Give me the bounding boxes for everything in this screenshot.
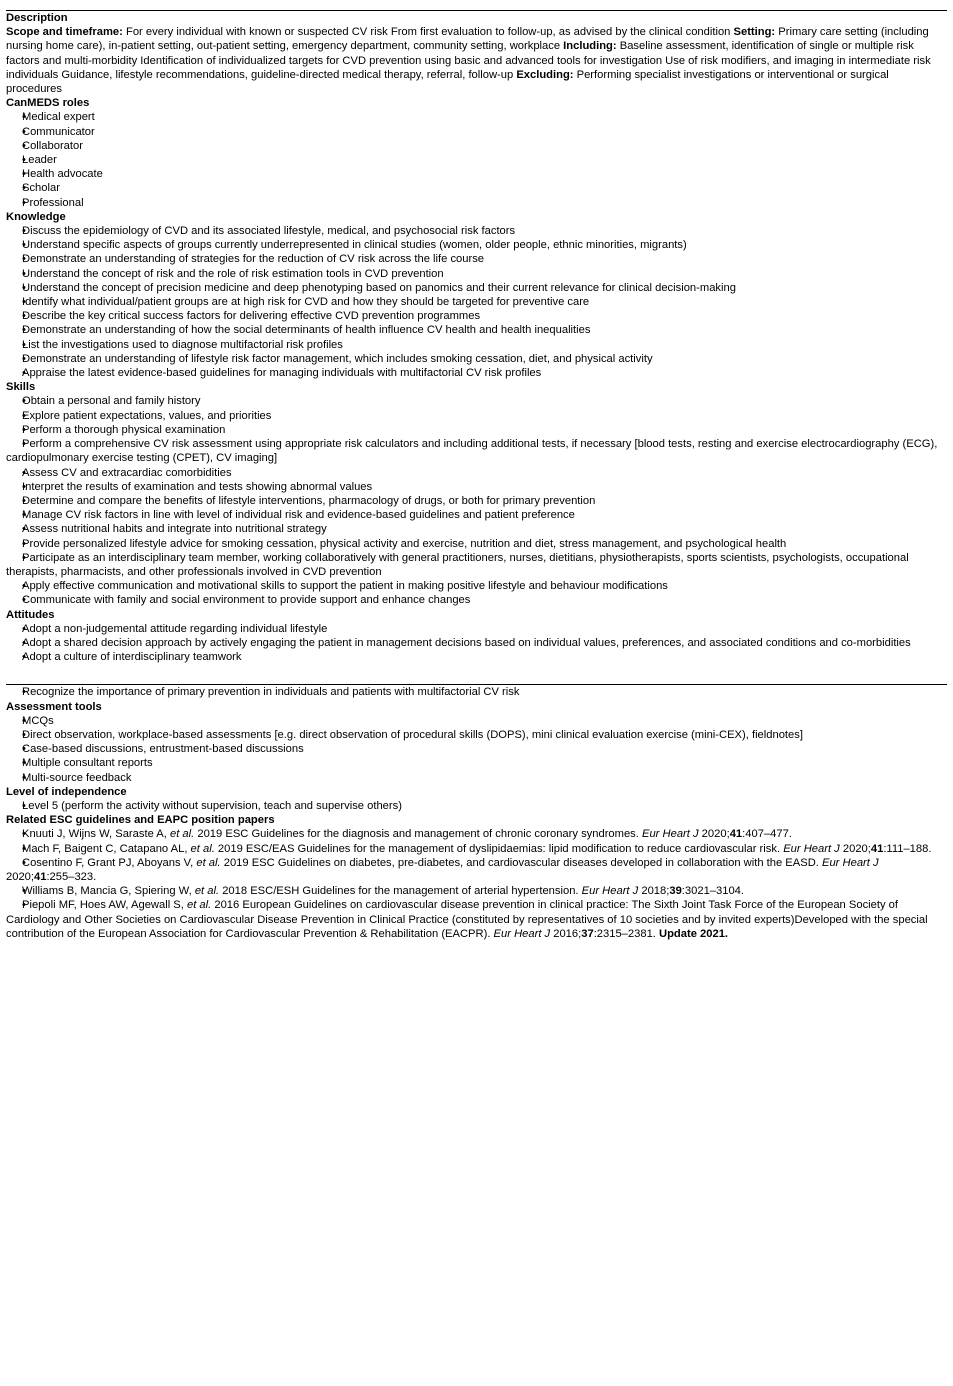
reference-etal: et al.: [194, 885, 220, 898]
list-item: • Assess CV and extracardiac comorbidities: [6, 466, 947, 480]
reference-item: [6, 842, 947, 856]
attitudes-list: [6, 622, 947, 665]
list-item: • Identify what individual/patient groups are at high risk for CVD and how they should be targeted for preventive care: [6, 295, 947, 309]
document-body: [6, 10, 947, 941]
list-item: • Recognize the importance of primary prevention in individuals and patients with multifactorial CV risk: [6, 685, 947, 699]
reference-year: 2020;: [6, 870, 34, 883]
reference-authors: Williams B, Mancia G, Spiering W,: [22, 885, 195, 898]
list-item: • Understand the concept of precision medicine and deep phenotyping based on panomics and their current relevance for clinical decision-making: [6, 281, 947, 295]
reference-journal: Eur Heart J: [642, 828, 699, 841]
list-item: • Demonstrate an understanding of how the social determinants of health influence CV health and health inequalities: [6, 323, 947, 337]
list-item: • Adopt a non-judgemental attitude regarding individual lifestyle: [6, 622, 947, 636]
reference-pages: :3021–3104.: [681, 885, 745, 898]
list-item: • Understand specific aspects of groups currently underrepresented in clinical studies (women, older people, ethnic minorities, migrants): [6, 238, 947, 252]
list-item: • Provide personalized lifestyle advice for smoking cessation, physical activity and exercise, nutrition and diet, stress management, and psychological health: [6, 537, 947, 551]
setting-label: Setting:: [733, 26, 776, 39]
list-item: • MCQs: [6, 714, 947, 728]
list-item: • Appraise the latest evidence-based guidelines for managing individuals with multifactorial CV risk profiles: [6, 366, 947, 380]
list-item: • Interpret the results of examination and tests showing abnormal values: [6, 480, 947, 494]
list-item: • List the investigations used to diagnose multifactorial risk profiles: [6, 338, 947, 352]
list-item: • Determine and compare the benefits of lifestyle interventions, pharmacology of drugs, or both for primary prevention: [6, 494, 947, 508]
list-item: • Manage CV risk factors in line with level of individual risk and evidence-based guidelines and patient preference: [6, 508, 947, 522]
list-item: • Discuss the epidemiology of CVD and its associated lifestyle, medical, and psychosocial risk factors: [6, 224, 947, 238]
reference-authors: Knuuti J, Wijns W, Saraste A,: [22, 828, 170, 841]
scope-text: For every individual with known or suspected CV risk From first evaluation to follow-up, as advised by the clinical condition: [122, 26, 734, 39]
reference-etal: et al.: [190, 842, 215, 855]
reference-pages: :255–323.: [46, 870, 97, 883]
reference-item: [6, 827, 947, 841]
list-item: • Demonstrate an understanding of strategies for the reduction of CV risk across the life course: [6, 252, 947, 266]
reference-pages: :407–477.: [742, 828, 792, 841]
list-item: • Explore patient expectations, values, and priorities: [6, 409, 947, 423]
list-item: • Communicate with family and social environment to provide support and enhance changes: [6, 593, 947, 607]
setting-text: Primary care setting (including nursing home care), in-patient setting, out-patient setting, emergency department, community setting, workplace: [6, 26, 929, 53]
section-gap: [6, 664, 947, 684]
list-item: • Perform a comprehensive CV risk assessment using appropriate risk calculators and including additional tests, if necessary [blood tests, resting and exercise electrocardiography (ECG), cardiopulmonary exercise testing (CPET), CV imaging]: [6, 437, 947, 465]
guidelines-list: [6, 827, 947, 941]
reference-journal: Eur Heart J: [783, 842, 840, 855]
reference-title: 2019 ESC/EAS Guidelines for the management of dyslipidaemias: lipid modification to reduce cardiovascular risk.: [214, 842, 784, 855]
list-item: • Health advocate: [6, 167, 947, 181]
list-item: • Leader: [6, 153, 947, 167]
scope-label: Scope and timeframe:: [6, 26, 123, 39]
reference-etal: et al.: [169, 828, 195, 841]
excluding-label: Excluding:: [516, 68, 574, 81]
list-item: • Level 5 (perform the activity without supervision, teach and supervise others): [6, 799, 947, 813]
reference-year: 2018;: [638, 885, 670, 898]
reference-pages: :111–188.: [883, 842, 932, 855]
independence-list: [6, 799, 947, 813]
reference-volume: 41: [34, 870, 47, 883]
including-text: Baseline assessment, identification of single or multiple risk factors and multi-morbidity Identification of individualized targets for CVD prevention using basic and advanced tools for investigation Use of risk modifiers, and imaging in intermediate risk individuals Guidance, lifestyle recommendations, guideline-directed medical therapy, referral, follow-up: [6, 40, 931, 81]
skills-heading: Skills: [6, 381, 36, 394]
reference-update: Update 2021.: [659, 927, 729, 940]
list-item: • Scholar: [6, 181, 947, 195]
reference-title: 2016 European Guidelines on cardiovascular disease prevention in clinical practice: The Sixth Joint Task Force of the European Society of Cardiology and Other Societies on Cardiovascular Disease Prevention in Clinical Practice (constituted by representatives of 10 societies and by invited experts)Developed with the special contribution of the European Association for Cardiovascular Prevention & Rehabilitation (EACPR).: [6, 899, 928, 940]
canmeds-heading: CanMEDS roles: [6, 97, 90, 110]
reference-year: 2016;: [550, 927, 582, 940]
reference-authors: Cosentino F, Grant PJ, Aboyans V,: [22, 856, 197, 869]
reference-year: 2020;: [839, 842, 871, 855]
assessment-heading: Assessment tools: [6, 700, 102, 713]
list-item: • Direct observation, workplace-based assessments [e.g. direct observation of procedural skills (DOPS), mini clinical evaluation exercise (mini-CEX), fieldnotes]: [6, 728, 947, 742]
reference-etal: et al.: [186, 899, 212, 912]
list-item: • Adopt a shared decision approach by actively engaging the patient in management decisions based on individual values, preferences, and associated conditions and co-morbidities: [6, 636, 947, 650]
list-item: • Participate as an interdisciplinary team member, working collaboratively with general practitioners, nurses, dietitians, physiotherapists, sports scientists, psychologists, occupational therapists, pharmacists, and other professionals involved in CVD prevention: [6, 551, 947, 579]
reference-authors: Piepoli MF, Hoes AW, Agewall S,: [22, 899, 187, 912]
list-item: • Describe the key critical success factors for delivering effective CVD prevention programmes: [6, 309, 947, 323]
list-item: • Apply effective communication and motivational skills to support the patient in making positive lifestyle and behaviour modifications: [6, 579, 947, 593]
knowledge-heading: Knowledge: [6, 210, 66, 223]
attitudes-heading: Attitudes: [6, 608, 55, 621]
list-item: • Adopt a culture of interdisciplinary teamwork: [6, 650, 947, 664]
knowledge-list: [6, 224, 947, 380]
reference-item: [6, 856, 947, 884]
reference-journal: Eur Heart J: [822, 856, 879, 869]
list-item: • Case-based discussions, entrustment-based discussions: [6, 742, 947, 756]
assessment-list: [6, 714, 947, 785]
list-item: • Demonstrate an understanding of lifestyle risk factor management, which includes smoking cessation, diet, and physical activity: [6, 352, 947, 366]
list-item: • Communicator: [6, 125, 947, 139]
reference-etal: et al.: [196, 856, 221, 869]
reference-volume: 37: [581, 927, 594, 940]
canmeds-list: [6, 110, 947, 209]
excluding-text: Performing specialist investigations or interventional or surgical procedures: [6, 68, 889, 96]
list-item: • Collaborator: [6, 139, 947, 153]
reference-year: 2020;: [698, 828, 730, 841]
reference-volume: 41: [870, 842, 884, 855]
list-item: • Obtain a personal and family history: [6, 394, 947, 408]
including-label: Including:: [563, 40, 617, 53]
skills-list: [6, 394, 947, 607]
list-item: • Assess nutritional habits and integrate into nutritional strategy: [6, 522, 947, 536]
reference-pages: :2315–2381.: [593, 927, 660, 940]
reference-journal: Eur Heart J: [493, 927, 551, 940]
list-item: • Multiple consultant reports: [6, 756, 947, 770]
guidelines-heading: Related ESC guidelines and EAPC position papers: [6, 814, 275, 827]
reference-item: [6, 898, 947, 941]
description-paragraph: [6, 25, 947, 96]
list-item: • Professional: [6, 196, 947, 210]
reference-title: 2019 ESC Guidelines on diabetes, pre-diabetes, and cardiovascular diseases developed in collaboration with the EASD.: [220, 856, 822, 869]
reference-authors: Mach F, Baigent C, Catapano AL,: [22, 842, 191, 855]
reference-volume: 41: [729, 828, 743, 841]
reference-title: 2019 ESC Guidelines for the diagnosis and management of chronic coronary syndromes.: [194, 828, 642, 841]
description-heading: Description: [6, 12, 68, 24]
list-item: • Medical expert: [6, 110, 947, 124]
reference-item: [6, 884, 947, 898]
reference-title: 2018 ESC/ESH Guidelines for the management of arterial hypertension.: [219, 885, 582, 898]
independence-heading: Level of independence: [6, 785, 127, 798]
reference-journal: Eur Heart J: [581, 885, 639, 898]
list-item: • Perform a thorough physical examination: [6, 423, 947, 437]
list-item: • Multi-source feedback: [6, 771, 947, 785]
list-item: • Understand the concept of risk and the role of risk estimation tools in CVD prevention: [6, 267, 947, 281]
reference-volume: 39: [669, 885, 682, 898]
